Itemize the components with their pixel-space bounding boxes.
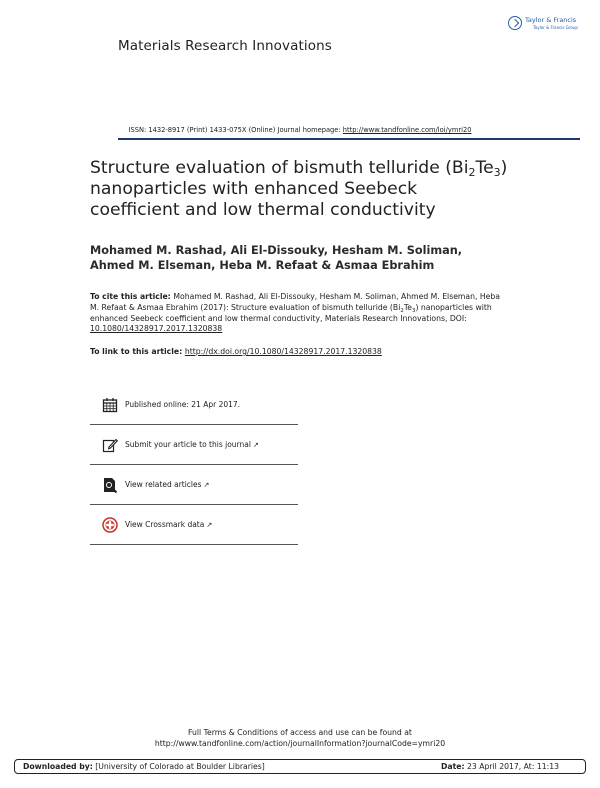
crossmark-label[interactable]: View Crossmark data [125,520,205,529]
external-link-icon: ↗ [203,480,210,489]
header-rule [118,138,580,140]
submit-article-label[interactable]: Submit your article to this journal [125,440,251,449]
citation-label: To cite this article: [90,292,174,301]
external-link-icon: ↗ [206,520,213,529]
terms-link[interactable]: http://www.tandfonline.com/action/journalInformation?journalCode=ymri20 [154,739,446,748]
article-link[interactable]: http://dx.doi.org/10.1080/14328917.2017.1320838 [184,347,382,356]
article-link-label: To link to this article: [90,347,185,356]
citation-block [90,292,510,335]
title-subscript-1: 2 [468,166,476,179]
citation-text-1: Mohamed M. Rashad, Ali El-Dissouky, Hesham M. Soliman, Ahmed M. Elseman, Heba M. Refaat & Asmaa Ebrahim (2017): Structure evaluation of bismuth telluride (Bi [90,292,500,312]
downloaded-by [23,762,265,771]
journal-title: Materials Research Innovations [118,38,332,54]
journal-homepage-link[interactable]: http://www.tandfonline.com/loi/ymri20 [342,126,472,134]
download-date [441,762,559,771]
article-link-line [90,347,520,356]
citation-subscript-2: 3 [411,307,416,314]
title-part-2: Te [475,158,494,178]
title-subscript-2: 3 [493,166,501,179]
download-date-label: Date: [441,762,465,771]
crossmark-row[interactable] [90,505,298,545]
published-online-label: Published online: 21 Apr 2017. [125,400,241,409]
edit-icon [100,435,120,455]
terms-footer [0,727,600,749]
publisher-logo-name: Taylor & Francis [525,16,577,24]
publisher-logo-sub: Taylor & Francis Group [533,25,578,30]
authors: Mohamed M. Rashad, Ali El-Dissouky, Hesham M. Soliman, Ahmed M. Elseman, Heba M. Refaat & Asmaa Ebrahim [90,244,463,272]
related-articles-label[interactable]: View related articles [125,480,202,489]
calendar-icon [100,395,120,415]
terms-line-1: Full Terms & Conditions of access and use can be found at [188,728,412,737]
downloaded-by-value: [University of Colorado at Boulder Libraries] [92,762,265,771]
doi-link[interactable]: 10.1080/14328917.2017.1320838 [90,324,223,334]
citation-subscript-1: 2 [400,307,404,314]
published-online-row [90,385,298,425]
title-part-1: Structure evaluation of bismuth telluride (Bi [90,158,469,178]
title-part-3: ) nanoparticles with enhanced Seebeck coefficient and low thermal conductivity [90,158,508,220]
submit-article-row[interactable] [90,425,298,465]
crossmark-icon [100,515,120,535]
paper-title [90,158,510,221]
downloaded-by-label: Downloaded by: [23,762,93,771]
publisher-logo[interactable] [508,14,588,38]
citation-text-2: Te [403,302,412,312]
citation-text-3: ) nanoparticles with enhanced Seebeck coefficient and low thermal conductivity, Materials Research Innovations, DOI: [90,302,492,323]
article-info-list [90,385,298,545]
download-date-value: 23 April 2017, At: 11:13 [464,762,560,771]
related-articles-row[interactable] [90,465,298,505]
issn-line [0,126,600,134]
publisher-logo-icon [508,16,522,30]
search-document-icon [100,475,120,495]
external-link-icon: ↗ [252,440,259,449]
issn-text: ISSN: 1432-8917 (Print) 1433-075X (Online) Journal homepage: [128,126,343,134]
download-info-bar [14,759,586,774]
